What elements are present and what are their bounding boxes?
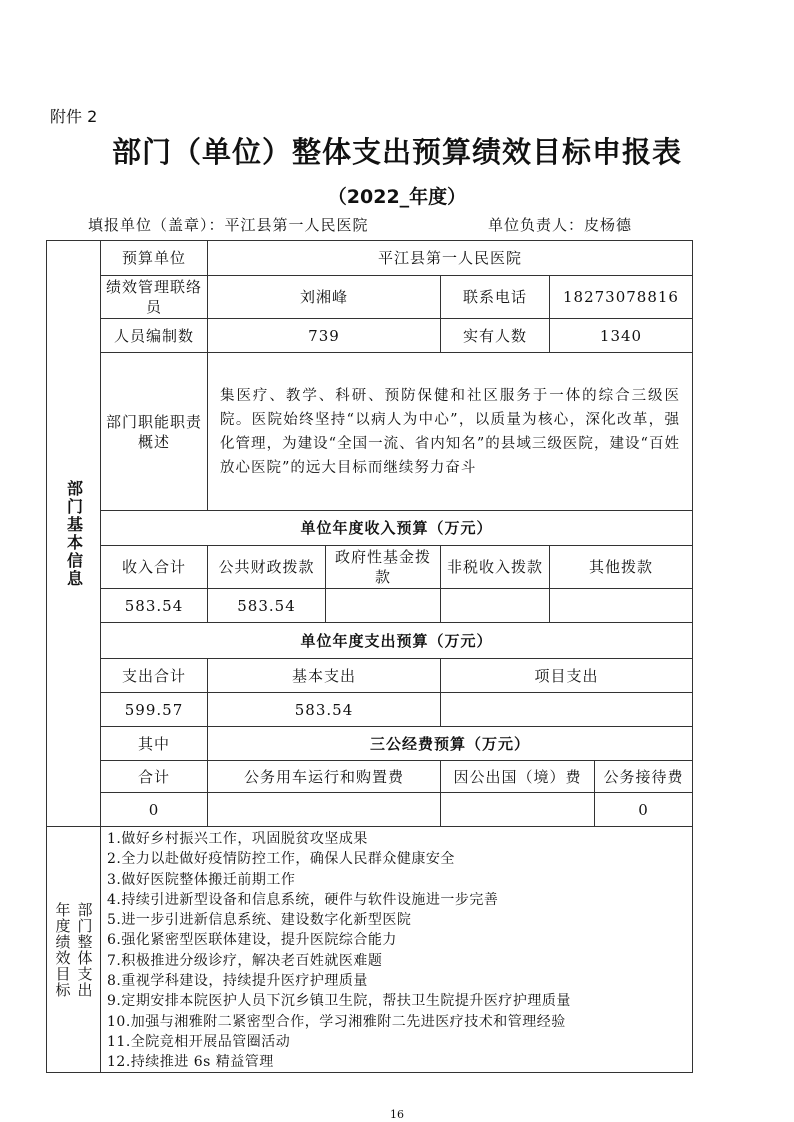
- goal-item: 6.强化紧密型医联体建设，提升医院综合能力: [107, 932, 397, 949]
- phone-value: 18273078816: [549, 275, 693, 319]
- page-title: 部门（单位）整体支出预算绩效目标申报表: [111, 135, 682, 169]
- staff-quota-value: 739: [207, 318, 441, 353]
- expense-value: 583.54: [207, 692, 441, 727]
- sangong-col-header: 合计: [100, 760, 208, 793]
- goals-label: [46, 826, 101, 1073]
- income-header: 单位年度收入预算（万元）: [100, 510, 693, 546]
- goal-item: 3.做好医院整体搬迁前期工作: [107, 871, 296, 888]
- goals-list: [100, 826, 693, 1073]
- expense-value: [440, 692, 693, 727]
- contact-value: 刘湘峰: [207, 275, 441, 319]
- budget-unit-value: 平江县第一人民医院: [207, 240, 693, 276]
- expense-col-header: 基本支出: [207, 658, 441, 693]
- phone-label: 联系电话: [440, 275, 550, 319]
- expense-col-header: 支出合计: [100, 658, 208, 693]
- goal-item: 11.全院竞相开展品管圈活动: [107, 1033, 291, 1050]
- duties-text: 集医疗、教学、科研、预防保健和社区服务于一体的综合三级医院。医院始终坚持“以病人为中心”，以质量为核心，深化改革，强化管理，为建设“全国一流、省内知名”的县域三级医院，建设“百姓放心医院”的远大目标而继续努力奋斗: [207, 352, 693, 511]
- unit-head: 单位负责人：皮杨德: [488, 216, 633, 234]
- income-value: [549, 588, 693, 623]
- sangong-value: 0: [100, 792, 208, 827]
- income-value: 583.54: [207, 588, 326, 623]
- income-value: [325, 588, 441, 623]
- income-value: [440, 588, 550, 623]
- page-number: 16: [390, 1108, 404, 1121]
- sangong-col-header: 公务接待费: [594, 760, 693, 793]
- filling-unit: 填报单位（盖章）：平江县第一人民医院: [88, 216, 369, 234]
- goal-item: 4.持续引进新型设备和信息系统，硬件与软件设施进一步完善: [107, 891, 499, 908]
- income-col-header: 其他拨款: [549, 545, 693, 589]
- goals-label-text: 年度绩效目标: [53, 901, 72, 998]
- attachment-label: 附件 2: [50, 107, 98, 126]
- budget-unit-label: 预算单位: [100, 240, 208, 276]
- expense-value: 599.57: [100, 692, 208, 727]
- income-col-header: 非税收入拨款: [440, 545, 550, 589]
- goal-item: 1.做好乡村振兴工作，巩固脱贫攻坚成果: [107, 831, 368, 847]
- year-subtitle: （2022_年度）: [327, 186, 467, 208]
- sangong-col-header: 公务用车运行和购置费: [207, 760, 441, 793]
- income-col-header: 收入合计: [100, 545, 208, 589]
- goal-item: 12.持续推进 6s 精益管理: [107, 1054, 274, 1071]
- staff-quota-label: 人员编制数: [100, 318, 208, 353]
- staff-actual-label: 实有人数: [440, 318, 550, 353]
- sangong-header: 三公经费预算（万元）: [207, 726, 693, 761]
- sangong-col-header: 因公出国（境）费: [440, 760, 595, 793]
- basic-info-label: 部门基本信息: [46, 240, 101, 827]
- sangong-value: 0: [594, 792, 693, 827]
- sangong-value: [207, 792, 441, 827]
- duties-label: 部门职能职责概述: [100, 352, 208, 511]
- income-col-header: 公共财政拨款: [207, 545, 326, 589]
- income-col-header: 政府性基金拨款: [325, 545, 441, 589]
- contact-label: 绩效管理联络员: [100, 275, 208, 319]
- goal-item: 2.全力以赴做好疫情防控工作，确保人民群众健康安全: [107, 851, 455, 868]
- goal-item: 5.进一步引进新信息系统、建设数字化新型医院: [107, 912, 412, 929]
- expense-col-header: 项目支出: [440, 658, 693, 693]
- income-value: 583.54: [100, 588, 208, 623]
- goal-item: 7.积极推进分级诊疗，解决老百姓就医难题: [107, 952, 383, 969]
- goal-item: 9.定期安排本院医护人员下沉乡镇卫生院，帮扶卫生院提升医疗护理质量: [107, 993, 571, 1010]
- of-which-label: 其中: [100, 726, 208, 761]
- staff-actual-value: 1340: [549, 318, 693, 353]
- sangong-value: [440, 792, 595, 827]
- goal-item: 8.重视学科建设，持续提升医疗护理质量: [107, 973, 368, 990]
- goal-item: 10.加强与湘雅附二紧密型合作，学习湘雅附二先进医疗技术和管理经验: [107, 1013, 566, 1030]
- expense-header: 单位年度支出预算（万元）: [100, 622, 693, 659]
- goals-label-text: 部门整体支出: [75, 901, 94, 998]
